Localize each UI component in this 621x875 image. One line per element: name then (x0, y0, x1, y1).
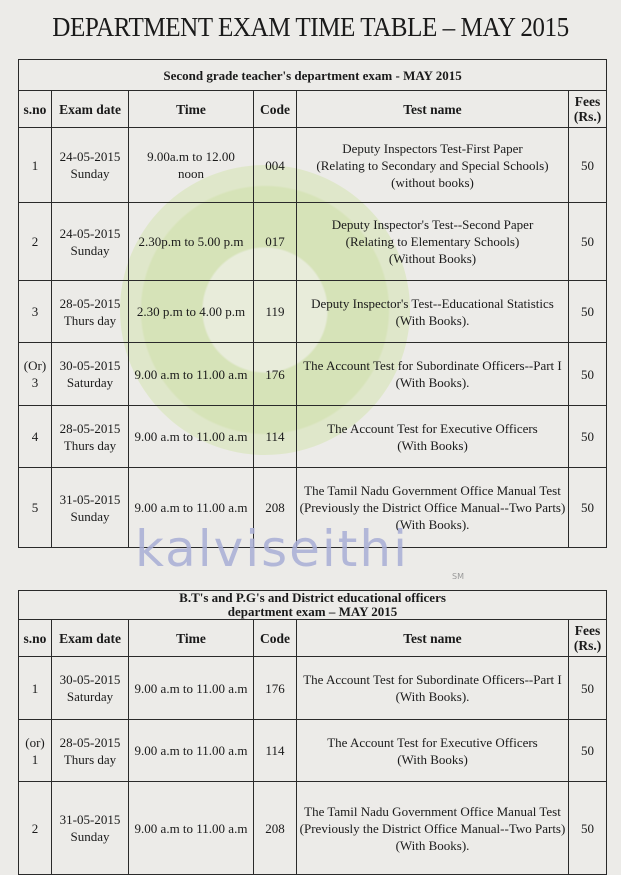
cell-sno: 5 (19, 468, 52, 548)
cell-test: The Account Test for Subordinate Officers--Part I (With Books). (297, 343, 569, 406)
cell-sno: 4 (19, 406, 52, 468)
table-row (19, 406, 607, 468)
table-row (19, 343, 607, 406)
column-header-date: Exam date (52, 620, 129, 657)
column-header-code: Code (254, 91, 297, 128)
cell-sno: 2 (19, 782, 52, 875)
cell-time: 2.30 p.m to 4.00 p.m (129, 281, 254, 343)
table-row (19, 128, 607, 203)
cell-fees: 50 (569, 406, 607, 468)
cell-test: Deputy Inspector's Test--Second Paper (Relating to Elementary Schools) (Without Books) (297, 203, 569, 281)
cell-code: 208 (254, 782, 297, 875)
cell-sno: 1 (19, 128, 52, 203)
cell-fees: 50 (569, 343, 607, 406)
column-header-code: Code (254, 620, 297, 657)
cell-date: 28-05-2015 Thurs day (52, 720, 129, 782)
bt-pg-deo-table (18, 590, 607, 875)
cell-time: 9.00 a.m to 11.00 a.m (129, 406, 254, 468)
table-row (19, 281, 607, 343)
cell-code: 119 (254, 281, 297, 343)
cell-code: 176 (254, 343, 297, 406)
cell-date: 28-05-2015 Thurs day (52, 281, 129, 343)
cell-sno: 2 (19, 203, 52, 281)
watermark-mark: SM (452, 572, 464, 581)
cell-code: 208 (254, 468, 297, 548)
cell-fees: 50 (569, 720, 607, 782)
cell-fees: 50 (569, 203, 607, 281)
cell-fees: 50 (569, 281, 607, 343)
column-header-fees: Fees (Rs.) (569, 620, 607, 657)
cell-time: 9.00 a.m to 11.00 a.m (129, 468, 254, 548)
cell-fees: 50 (569, 468, 607, 548)
cell-date: 28-05-2015 Thurs day (52, 406, 129, 468)
cell-code: 114 (254, 406, 297, 468)
cell-time: 2.30p.m to 5.00 p.m (129, 203, 254, 281)
cell-time: 9.00 a.m to 11.00 a.m (129, 782, 254, 875)
table-row (19, 203, 607, 281)
cell-date: 30-05-2015 Saturday (52, 343, 129, 406)
header-row (19, 91, 607, 128)
cell-date: 24-05-2015 Sunday (52, 128, 129, 203)
cell-test: Deputy Inspectors Test-First Paper (Relating to Secondary and Special Schools) (without books) (297, 128, 569, 203)
cell-test: Deputy Inspector's Test--Educational Statistics (With Books). (297, 281, 569, 343)
cell-sno: 3 (19, 281, 52, 343)
cell-time: 9.00 a.m to 11.00 a.m (129, 343, 254, 406)
cell-fees: 50 (569, 782, 607, 875)
column-header-time: Time (129, 91, 254, 128)
table-caption: B.T's and P.G's and District educational officers department exam – MAY 2015 (19, 591, 607, 620)
column-header-test: Test name (297, 91, 569, 128)
header-row (19, 620, 607, 657)
cell-sno: 1 (19, 657, 52, 720)
column-header-time: Time (129, 620, 254, 657)
cell-test: The Account Test for Executive Officers (With Books) (297, 720, 569, 782)
watermark-text: kalviseithi (135, 520, 409, 578)
cell-code: 176 (254, 657, 297, 720)
cell-time: 9.00a.m to 12.00 noon (129, 128, 254, 203)
cell-test: The Tamil Nadu Government Office Manual Test (Previously the District Office Manual--Two Parts) (With Books). (297, 782, 569, 875)
cell-date: 24-05-2015 Sunday (52, 203, 129, 281)
cell-fees: 50 (569, 128, 607, 203)
column-header-sno: s.no (19, 620, 52, 657)
cell-time: 9.00 a.m to 11.00 a.m (129, 657, 254, 720)
cell-date: 31-05-2015 Sunday (52, 782, 129, 875)
column-header-test: Test name (297, 620, 569, 657)
cell-date: 31-05-2015 Sunday (52, 468, 129, 548)
page-title: DEPARTMENT EXAM TIME TABLE – MAY 2015 (52, 12, 569, 42)
cell-date: 30-05-2015 Saturday (52, 657, 129, 720)
cell-time: 9.00 a.m to 11.00 a.m (129, 720, 254, 782)
table-caption: Second grade teacher's department exam - MAY 2015 (19, 60, 607, 91)
cell-test: The Account Test for Subordinate Officers--Part I (With Books). (297, 657, 569, 720)
cell-code: 004 (254, 128, 297, 203)
cell-sno: (or) 1 (19, 720, 52, 782)
cell-test: The Tamil Nadu Government Office Manual Test (Previously the District Office Manual--Two Parts) (With Books). (297, 468, 569, 548)
column-header-date: Exam date (52, 91, 129, 128)
cell-code: 114 (254, 720, 297, 782)
table-row (19, 720, 607, 782)
table-row (19, 782, 607, 875)
table-row (19, 657, 607, 720)
column-header-fees: Fees (Rs.) (569, 91, 607, 128)
cell-test: The Account Test for Executive Officers (With Books) (297, 406, 569, 468)
second-grade-teacher-table (18, 59, 607, 548)
column-header-sno: s.no (19, 91, 52, 128)
cell-sno: (Or) 3 (19, 343, 52, 406)
cell-code: 017 (254, 203, 297, 281)
cell-fees: 50 (569, 657, 607, 720)
